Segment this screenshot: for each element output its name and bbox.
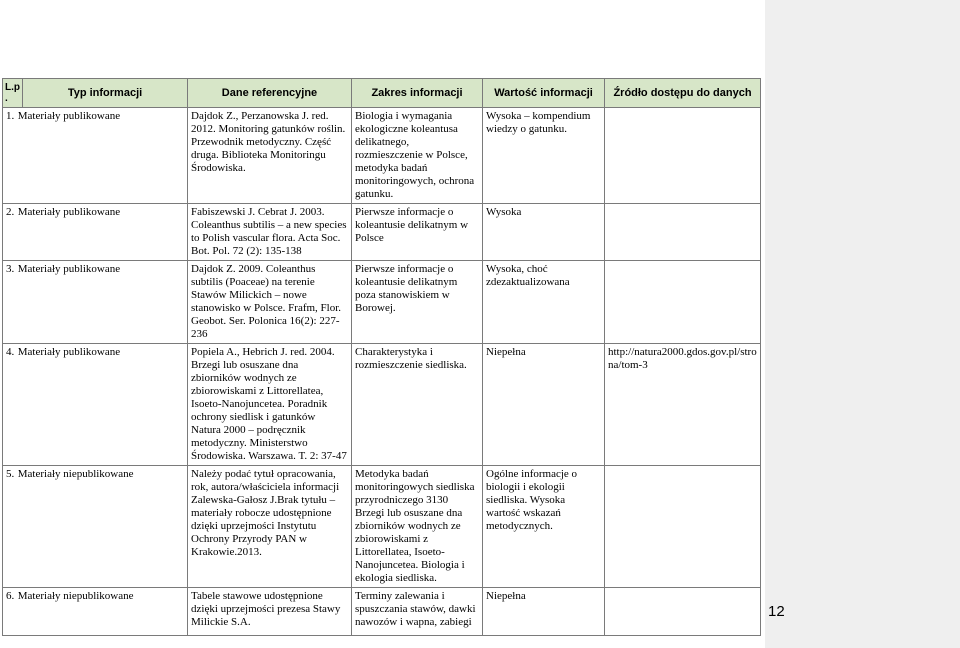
header-lp: L.p . <box>3 79 23 108</box>
cell-scope: Terminy zalewania i spuszczania stawów, dawki nawozów i wapna, zabiegi <box>352 588 483 636</box>
cell-type <box>3 344 188 466</box>
table-row <box>3 588 761 636</box>
cell-scope: Pierwsze informacje o koleantusie delikatnym w Polsce <box>352 204 483 261</box>
type-label: Materiały publikowane <box>17 263 121 275</box>
header-zakres: Zakres informacji <box>352 79 483 108</box>
type-label: Materiały niepublikowane <box>17 468 134 480</box>
cell-value: Niepełna <box>483 588 605 636</box>
cell-source <box>605 466 761 588</box>
row-number: 6. <box>6 590 15 602</box>
cell-value: Wysoka <box>483 204 605 261</box>
references-table <box>2 78 761 636</box>
table-row <box>3 466 761 588</box>
header-dane: Dane referencyjne <box>188 79 352 108</box>
cell-type <box>3 466 188 588</box>
cell-scope: Biologia i wymagania ekologiczne koleantusa delikatnego, rozmieszczenie w Polsce, metodyka badań monitoringowych, ochrona gatunku. <box>352 108 483 204</box>
cell-scope: Pierwsze informacje o koleantusie delikatnym poza stanowiskiem w Borowej. <box>352 261 483 344</box>
table-row <box>3 204 761 261</box>
cell-source <box>605 588 761 636</box>
type-label: Materiały publikowane <box>17 206 121 218</box>
cell-source <box>605 261 761 344</box>
table-row <box>3 344 761 466</box>
row-number: 4. <box>6 346 15 358</box>
cell-source <box>605 108 761 204</box>
cell-reference: Dajdok Z., Perzanowska J. red. 2012. Monitoring gatunków roślin. Przewodnik metodyczny. Część druga. Biblioteka Monitoringu Środowiska. <box>188 108 352 204</box>
header-zrodlo: Źródło dostępu do danych <box>605 79 761 108</box>
cell-value: Wysoka, choć zdezaktualizowana <box>483 261 605 344</box>
header-typ: Typ informacji <box>23 79 188 108</box>
row-number: 5. <box>6 468 15 480</box>
cell-type <box>3 204 188 261</box>
cell-reference: Należy podać tytuł opracowania, rok, autora/właściciela informacji Zalewska-Gałosz J.Brak tytułu – materiały robocze udostępnione dzięki uprzejmości Instytutu Ochrony Przyrody PAN w Krakowie.2013. <box>188 466 352 588</box>
page-number: 12 <box>768 603 785 620</box>
row-number: 3. <box>6 263 15 275</box>
cell-type <box>3 588 188 636</box>
cell-scope: Charakterystyka i rozmieszczenie siedliska. <box>352 344 483 466</box>
cell-source: http://natura2000.gdos.gov.pl/stro na/tom-3 <box>605 344 761 466</box>
type-label: Materiały publikowane <box>17 346 121 358</box>
cell-reference: Fabiszewski J. Cebrat J. 2003. Coleanthus subtilis – a new species to Polish vascular flora. Acta Soc. Bot. Pol. 72 (2): 135-138 <box>188 204 352 261</box>
type-label: Materiały niepublikowane <box>17 590 134 602</box>
cell-reference: Dajdok Z. 2009. Coleanthus subtilis (Poaceae) na terenie Stawów Milickich – nowe stanowisko w Polsce. Frafm, Flor. Geobot. Ser. Polonica 16(2): 227-236 <box>188 261 352 344</box>
cell-value: Niepełna <box>483 344 605 466</box>
table-row <box>3 261 761 344</box>
header-row <box>3 79 761 108</box>
row-number: 2. <box>6 206 15 218</box>
cell-type <box>3 108 188 204</box>
cell-type <box>3 261 188 344</box>
cell-reference: Popiela A., Hebrich J. red. 2004. Brzegi lub osuszane dna zbiorników wodnych ze zbiorowiskami z Littorellatea, Isoeto-Nanojuncetea. Poradnik ochrony siedlisk i gatunków Natura 2000 – podręcznik metodyczny. Ministerstwo Środowiska. Warszawa. T. 2: 37-47 <box>188 344 352 466</box>
cell-value: Wysoka – kompendium wiedzy o gatunku. <box>483 108 605 204</box>
right-margin-panel <box>765 0 960 648</box>
table-row <box>3 108 761 204</box>
cell-reference: Tabele stawowe udostępnione dzięki uprzejmości prezesa Stawy Milickie S.A. <box>188 588 352 636</box>
cell-scope: Metodyka badań monitoringowych siedliska przyrodniczego 3130 Brzegi lub osuszane dna zbiorników wodnych ze zbiorowiskami z Littorellatea, Isoeto-Nanojuncetea. Biologia i ekologia siedliska. <box>352 466 483 588</box>
cell-source <box>605 204 761 261</box>
header-wartosc: Wartość informacji <box>483 79 605 108</box>
type-label: Materiały publikowane <box>17 110 121 122</box>
row-number: 1. <box>6 110 15 122</box>
cell-value: Ogólne informacje o biologii i ekologii siedliska. Wysoka wartość wskazań metodycznych. <box>483 466 605 588</box>
